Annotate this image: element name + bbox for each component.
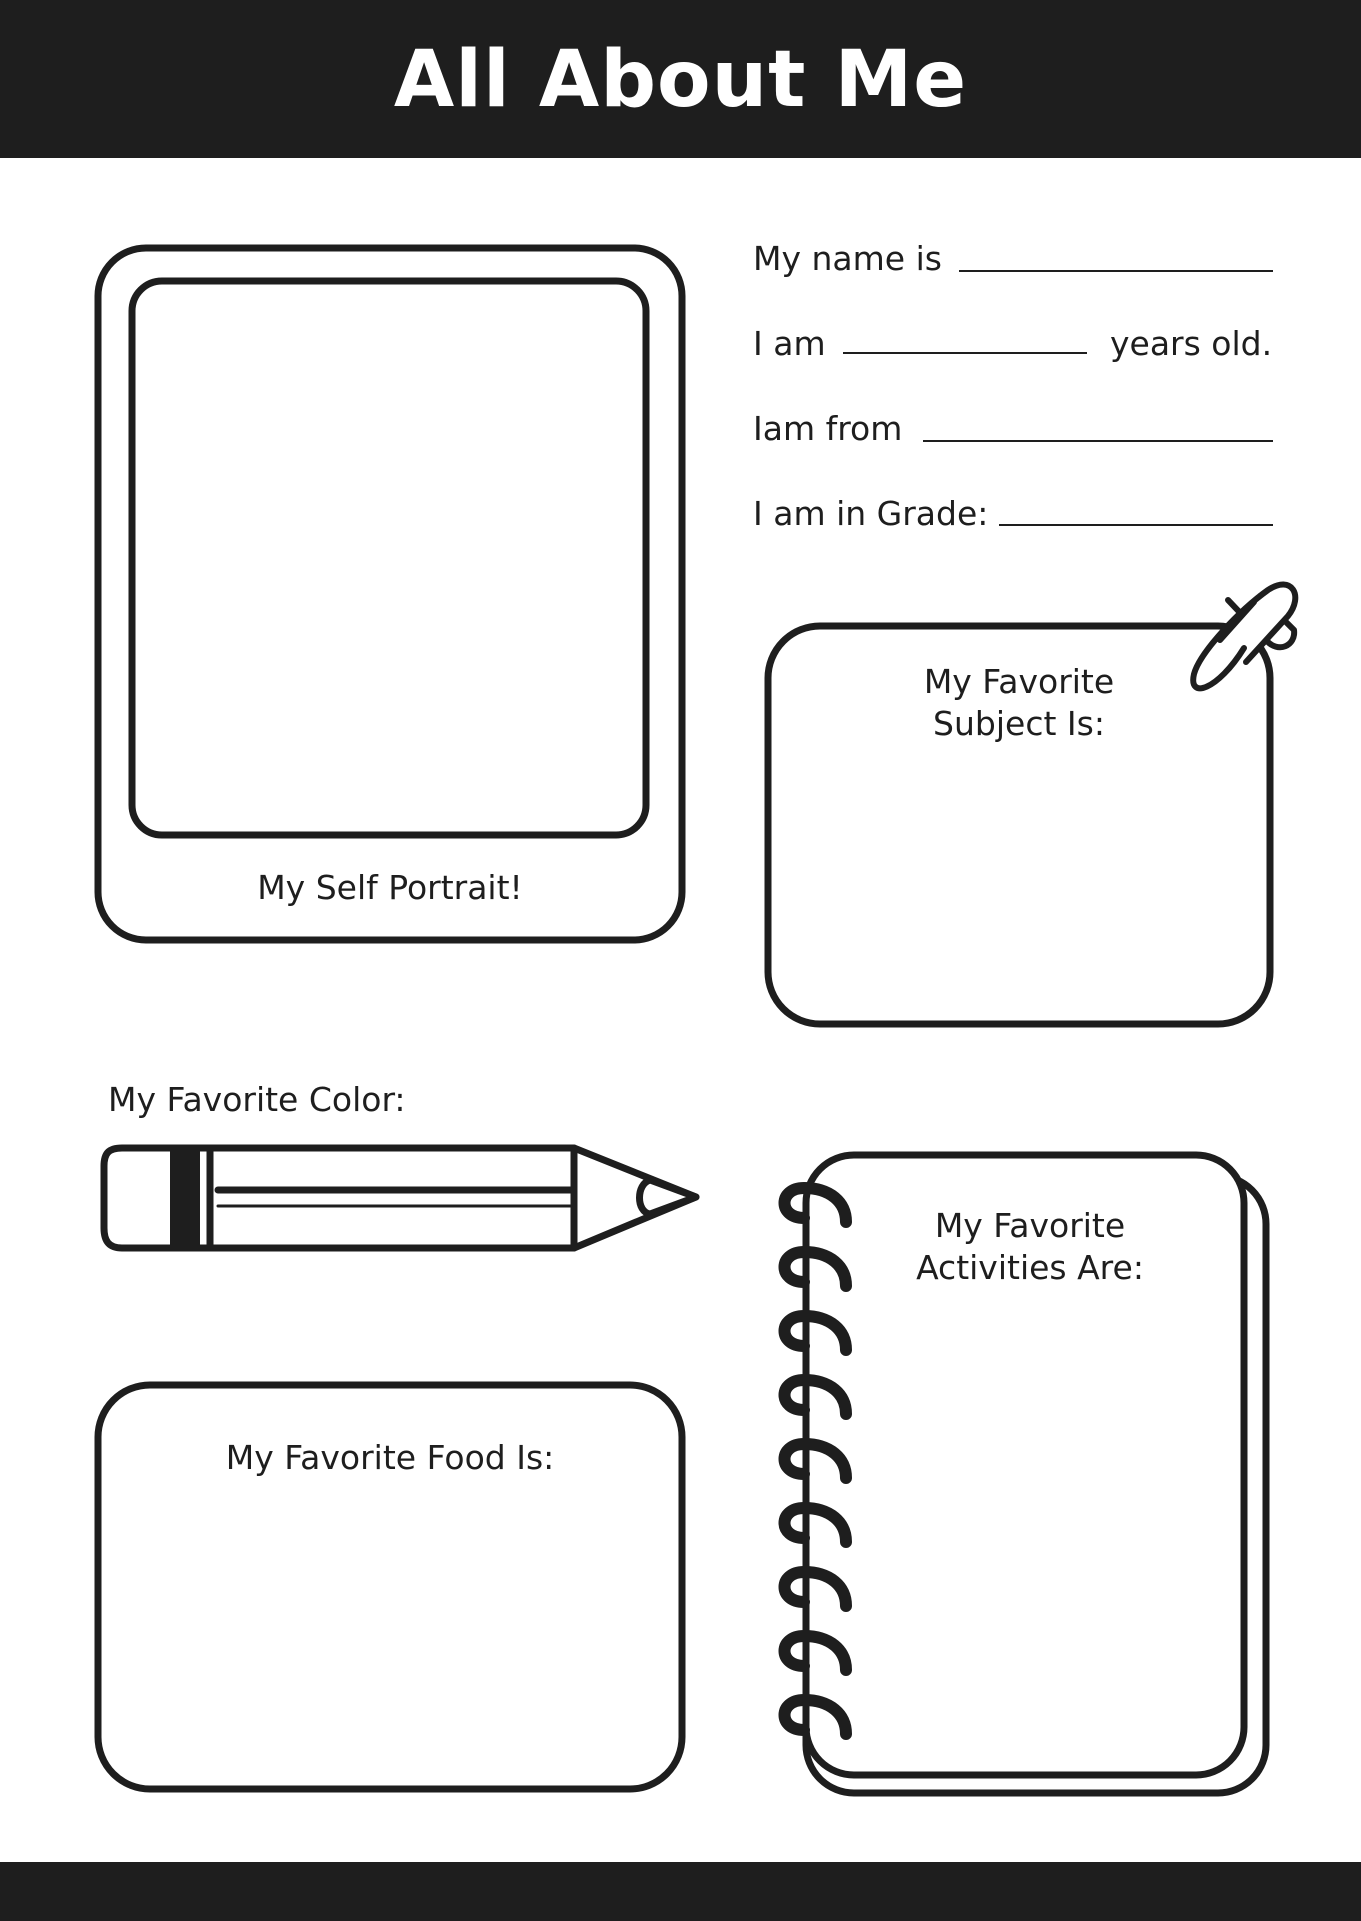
age-suffix-label: years old. [1110,324,1273,363]
color-label: My Favorite Color: [108,1080,406,1119]
food-heading: My Favorite Food Is: [225,1438,555,1477]
activities-heading-line1: My Favorite [934,1206,1126,1245]
grade-label: I am in Grade: [753,494,989,533]
from-field-line[interactable] [923,440,1273,442]
pencil-band [170,1148,200,1248]
name-label: My name is [753,239,942,278]
page-title: All About Me [393,35,968,125]
subject-heading-line1: My Favorite [923,662,1115,701]
portrait-frame-inner [132,281,646,835]
age-field-line[interactable] [843,352,1087,354]
pencil-tip [640,1180,697,1214]
age-prefix-label: I am [753,324,826,363]
name-field-line[interactable] [959,270,1273,272]
activities-heading-line2: Activities Are: [916,1248,1144,1287]
subject-heading-line2: Subject Is: [933,704,1105,743]
pencil-icon [104,1148,696,1248]
portrait-caption: My Self Portrait! [257,868,523,907]
grade-field-line[interactable] [999,524,1273,526]
from-label: Iam from [753,409,903,448]
